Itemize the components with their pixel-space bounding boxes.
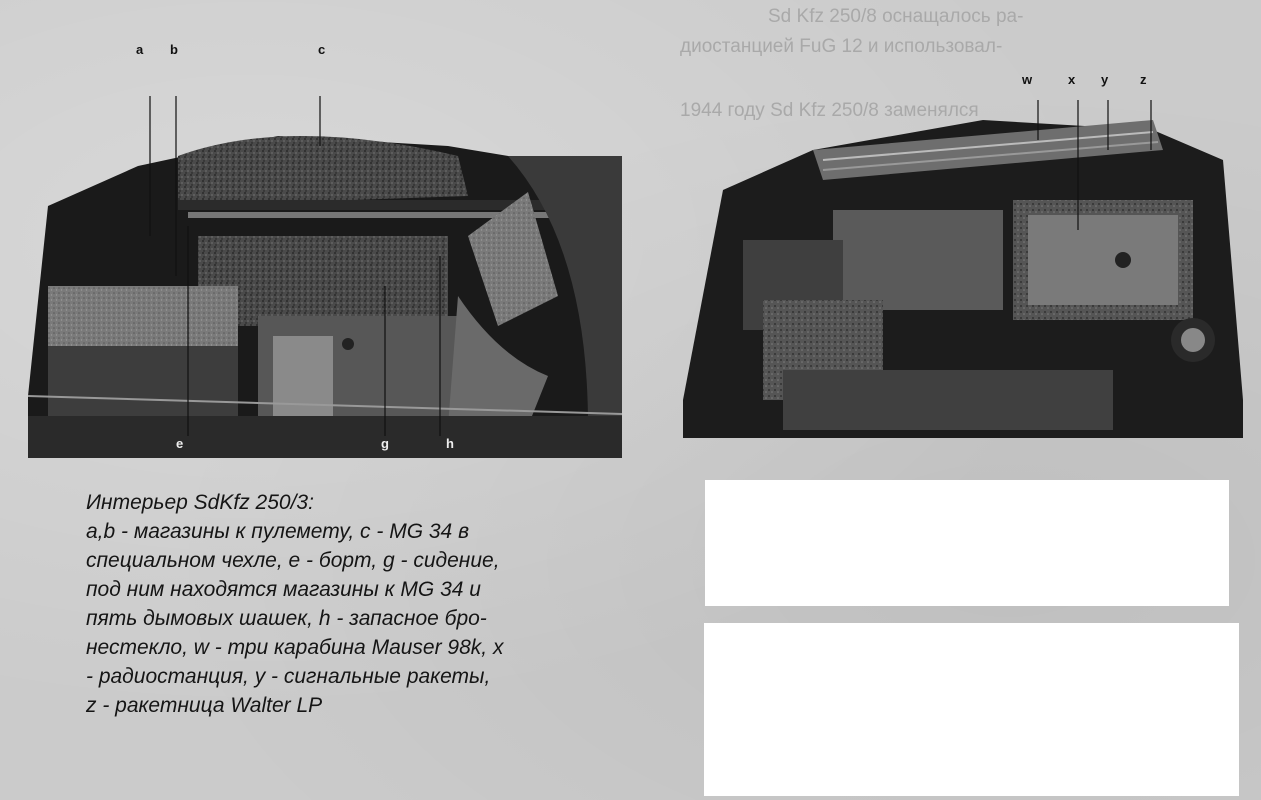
label-x: x	[1068, 72, 1076, 87]
left-photo-drawing	[28, 96, 622, 458]
right-interior-photo	[683, 100, 1243, 438]
bleed-through-line-3: 1944 году Sd Kfz 250/8 заменялся	[680, 100, 979, 121]
right-photo-drawing	[683, 100, 1243, 438]
label-h: h	[446, 436, 454, 451]
redaction-box-top	[705, 480, 1229, 606]
caption-line-7: - радиостанция, y - сигнальные ракеты,	[86, 665, 491, 688]
label-z: z	[1140, 72, 1147, 87]
label-y: y	[1101, 72, 1109, 87]
label-a: a	[136, 42, 144, 57]
caption-line-8: z - ракетница Walter LP	[86, 694, 323, 717]
label-w: w	[1022, 72, 1033, 87]
caption-line-4: под ним находятся магазины к MG 34 и	[86, 578, 481, 601]
caption-line-1: Интерьер SdKfz 250/3:	[86, 491, 314, 514]
left-interior-photo	[28, 96, 622, 458]
label-e: e	[176, 436, 184, 451]
photo-caption	[86, 488, 634, 720]
caption-line-2: a,b - магазины к пулемету, с - MG 34 в	[86, 520, 470, 543]
label-g: g	[381, 436, 389, 451]
label-c: c	[318, 42, 326, 57]
bleed-through-line-1: Sd Kfz 250/8 оснащалось ра-	[768, 6, 1024, 27]
caption-line-6: нестекло, w - три карабина Mauser 98k, x	[86, 636, 504, 659]
bleed-through-line-2: диостанцией FuG 12 и использовал-	[680, 36, 1003, 57]
redaction-box-bottom	[704, 623, 1239, 796]
caption-line-3: специальном чехле, e - борт, g - сидение,	[86, 549, 500, 572]
caption-line-5: пять дымовых шашек, h - запасное бро-	[86, 607, 487, 630]
label-b: b	[170, 42, 178, 57]
